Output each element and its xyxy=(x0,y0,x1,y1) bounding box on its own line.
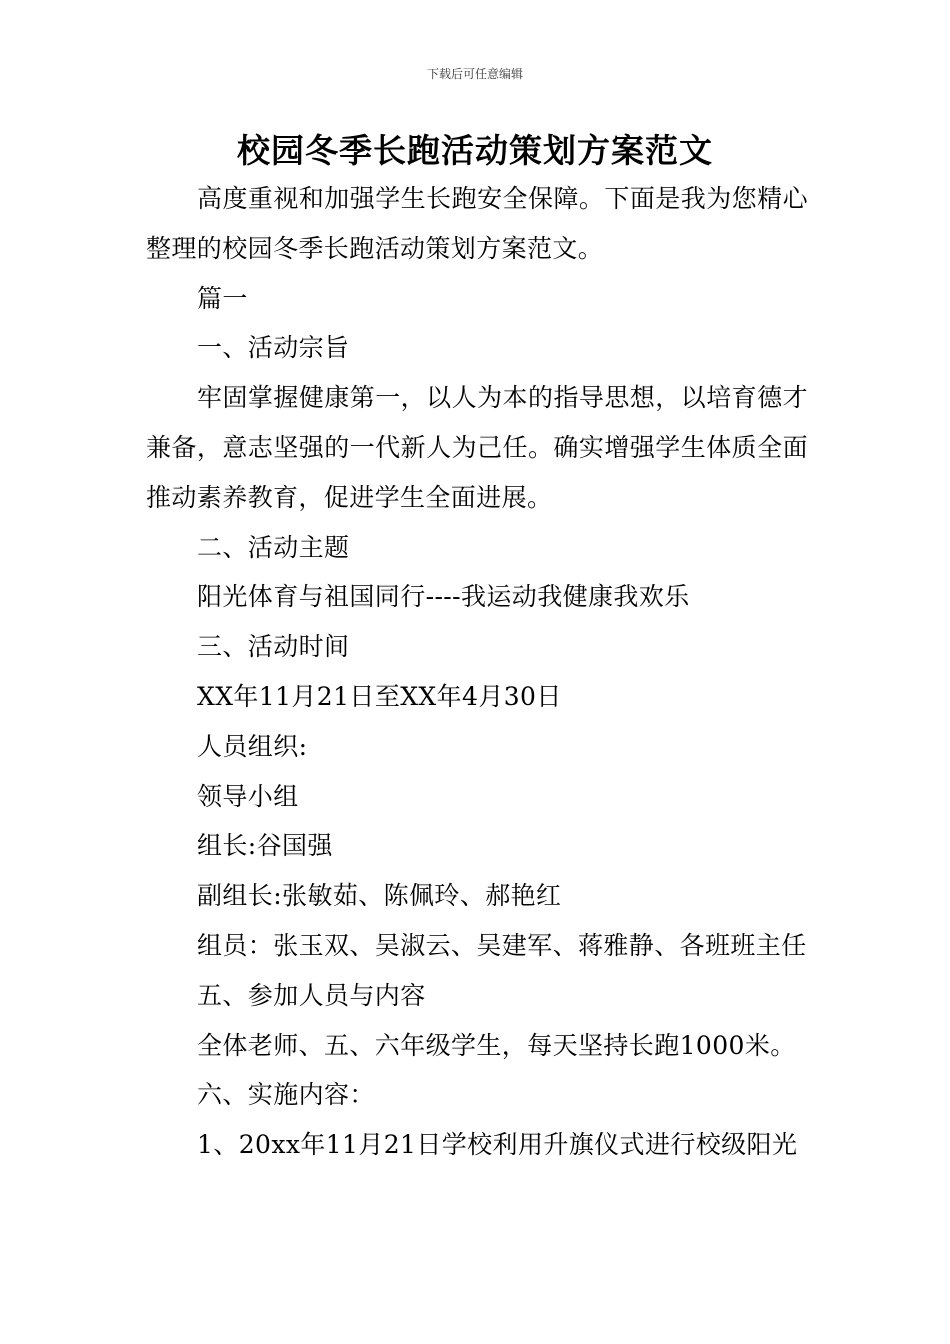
paragraph-theme: 阳光体育与祖国同行----我运动我健康我欢乐 xyxy=(197,582,690,612)
document-body xyxy=(146,174,808,1170)
paragraph-intro: 高度重视和加强学生长跑安全保障。下面是我为您精心整理的校园冬季长跑活动策划方案范文。 xyxy=(146,184,808,263)
paragraph-deputy-leaders: 副组长:张敏茹、陈佩玲、郝艳红 xyxy=(197,881,562,911)
heading-theme: 二、活动主题 xyxy=(197,532,350,562)
paragraph-participants: 全体老师、五、六年级学生，每天坚持长跑1000米。 xyxy=(197,1030,796,1060)
document-title: 校园冬季长跑活动策划方案范文 xyxy=(237,131,713,170)
header-note: 下载后可任意编辑 xyxy=(426,67,523,81)
paragraph-purpose: 牢固掌握健康第一，以人为本的指导思想，以培育德才兼备，意志坚强的一代新人为己任。确实增强学生体质全面推动素养教育，促进学生全面进展。 xyxy=(146,383,808,512)
heading-participants: 五、参加人员与内容 xyxy=(197,980,426,1010)
heading-purpose: 一、活动宗旨 xyxy=(197,333,350,363)
paragraph-implementation-1: 1、20xx年11月21日学校利用升旗仪式进行校级阳光 xyxy=(197,1130,798,1160)
heading-implementation: 六、实施内容： xyxy=(197,1080,375,1110)
heading-organization: 人员组织: xyxy=(197,731,308,761)
paragraph-leadership: 领导小组 xyxy=(197,781,299,811)
paragraph-time: XX年11月21日至XX年4月30日 xyxy=(197,681,562,711)
paragraph-leader: 组长:谷国强 xyxy=(197,831,333,861)
paragraph-members: 组员：张玉双、吴淑云、吴建军、蒋雅静、各班班主任 xyxy=(197,930,807,960)
paragraph-part-one: 篇一 xyxy=(197,283,248,313)
heading-time: 三、活动时间 xyxy=(197,632,350,662)
